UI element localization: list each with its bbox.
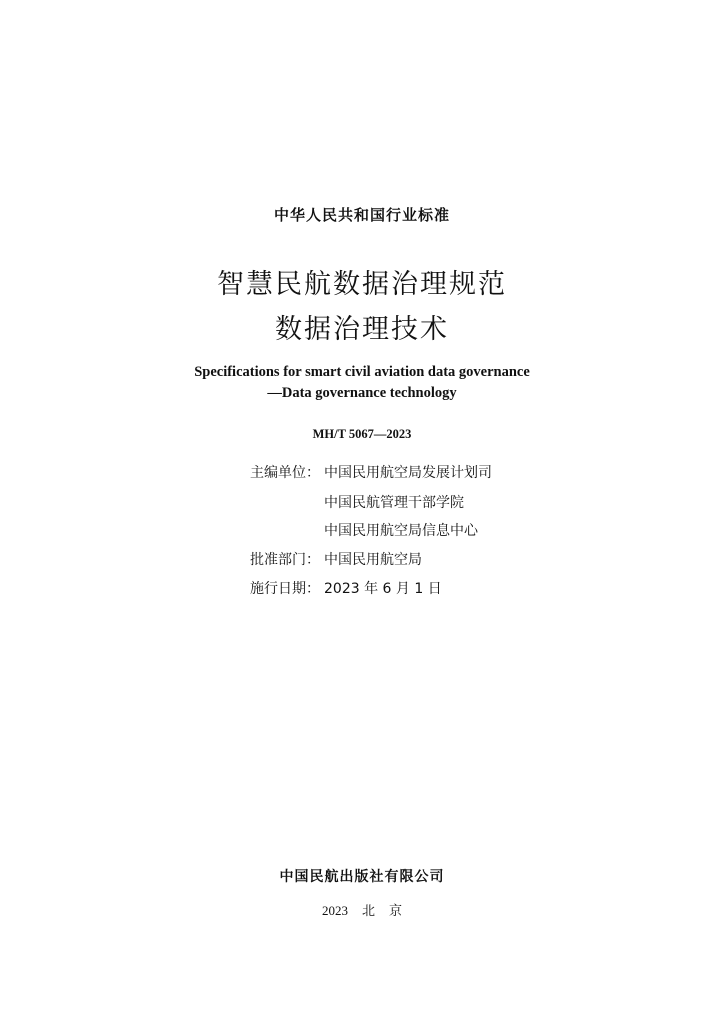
title-cn-line1: 智慧民航数据治理规范 [217, 269, 507, 300]
effective-date-row [250, 578, 442, 598]
drafting-unit: 中国民航管理干部学院 [324, 495, 464, 511]
publisher: 中国民航出版社有限公司 [279, 869, 445, 885]
drafting-label: 主编单位： [250, 465, 320, 481]
title-en-line1: Specifications for smart civil aviation data governance [194, 364, 530, 380]
effective-label: 施行日期： [250, 581, 320, 597]
drafting-units-row [250, 462, 492, 482]
approval-label: 批准部门： [250, 552, 320, 568]
approval-row [250, 549, 422, 569]
drafting-units-row [250, 520, 478, 540]
drafting-unit: 中国民用航空局发展计划司 [324, 465, 492, 481]
standard-number: MH/T 5067—2023 [312, 427, 412, 441]
effective-date: 2023 年 6 月 1 日 [324, 581, 442, 597]
drafting-unit: 中国民用航空局信息中心 [324, 523, 478, 539]
publication-city-char: 京 [389, 903, 403, 918]
publication-place [0, 900, 724, 919]
drafting-units-row [250, 492, 464, 512]
publication-year: 2023 [321, 903, 348, 918]
approval-dept: 中国民用航空局 [324, 552, 422, 568]
publication-city-char: 北 [361, 903, 375, 918]
title-en-line2: —Data governance technology [267, 385, 457, 401]
title-cn-line2: 数据治理技术 [275, 314, 449, 345]
standard-category: 中华人民共和国行业标准 [273, 206, 450, 224]
